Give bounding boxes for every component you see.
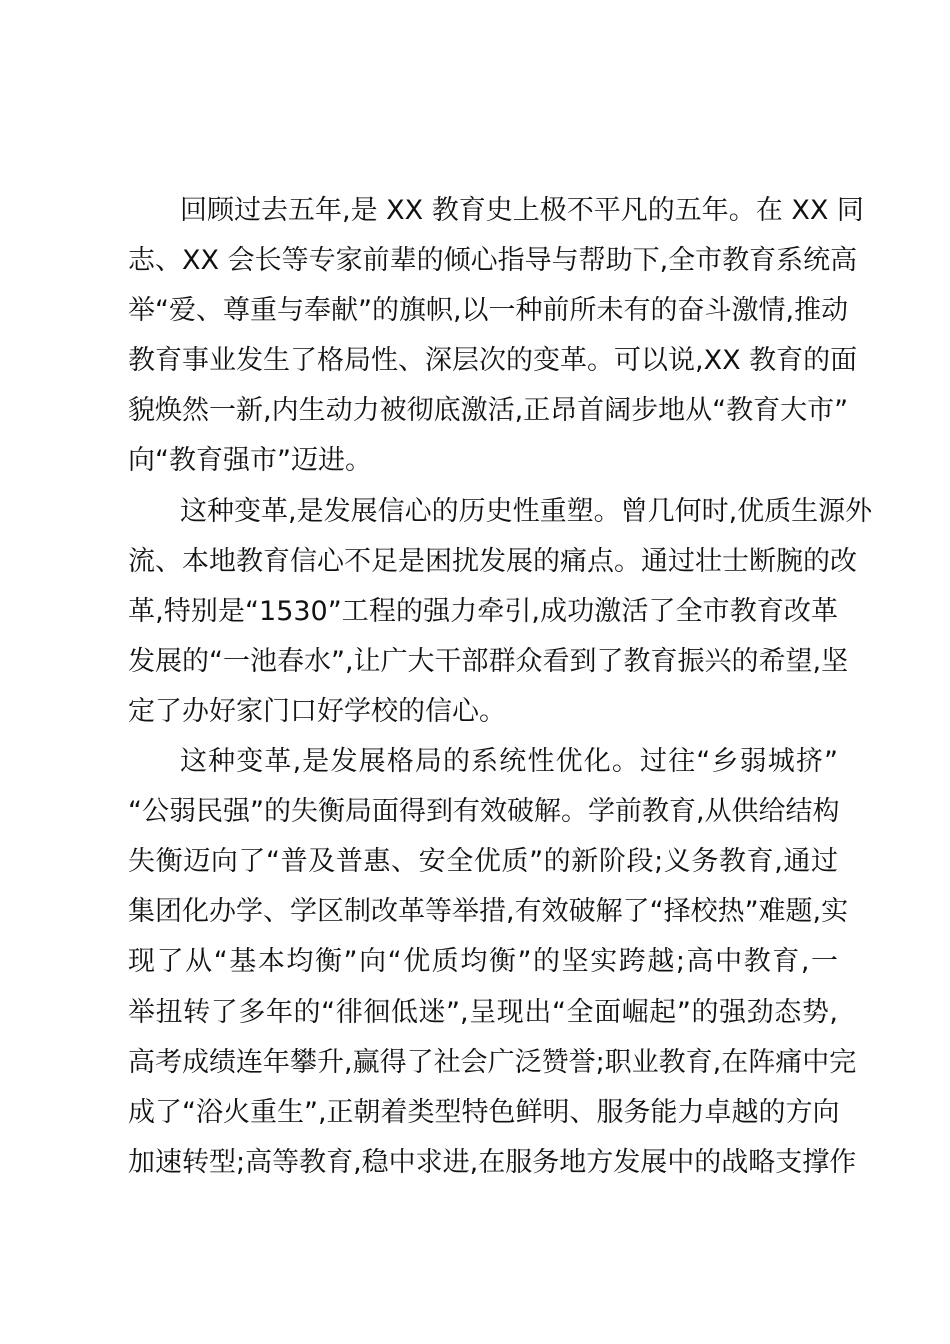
text-line: 现了从“基本均衡”向“优质均衡”的坚实跨越;高中教育,一 [128, 946, 838, 978]
text-line: 志、XX 会长等专家前辈的倾心指导与帮助下,全市教育系统高 [128, 245, 858, 277]
text-line: 举扭转了多年的“徘徊低迷”,呈现出“全面崛起”的强劲态势, [128, 996, 838, 1028]
text-line: 教育事业发生了格局性、深层次的变革。可以说,XX 教育的面 [128, 345, 858, 377]
text-line: 貌焕然一新,内生动力被彻底激活,正昂首阔步地从“教育大市” [128, 395, 849, 427]
text-line: “公弱民强”的失衡局面得到有效破解。学前教育,从供给结构 [128, 796, 840, 828]
text-line: 加速转型;高等教育,稳中求进,在服务地方发展中的战略支撑作 [128, 1146, 857, 1178]
text-line: 这种变革,是发展信心的历史性重塑。曾几何时,优质生源外 [180, 495, 873, 527]
text-line: 失衡迈向了“普及普惠、安全优质”的新阶段;义务教育,通过 [128, 846, 838, 878]
text-line: 举“爱、尊重与奉献”的旗帜,以一种前所未有的奋斗激情,推动 [128, 295, 849, 327]
text-line: 流、本地教育信心不足是困扰发展的痛点。通过壮士断腕的改 [128, 545, 857, 577]
text-line: 高考成绩连年攀升,赢得了社会广泛赞誉;职业教育,在阵痛中完 [128, 1046, 857, 1078]
text-line: 集团化办学、学区制改革等举措,有效破解了“择校热”难题,实 [128, 896, 849, 928]
text-line: 成了“浴火重生”,正朝着类型特色鲜明、服务能力卓越的方向 [128, 1096, 840, 1128]
text-line: 定了办好家门口好学校的信心。 [128, 695, 506, 727]
paragraph-review [128, 186, 864, 487]
text-line: 发展的“一池春水”,让广大干部群众看到了教育振兴的希望,坚 [128, 645, 849, 677]
text-line: 向“教育强市”迈进。 [128, 445, 372, 477]
paragraph-structure [128, 737, 857, 1188]
text-line: 回顾过去五年,是 XX 教育史上极不平凡的五年。在 XX 同 [180, 195, 864, 226]
text-line: 革,特别是“1530”工程的强力牵引,成功激活了全市教育改革 [128, 595, 838, 627]
text-line: 这种变革,是发展格局的系统性优化。过往“乡弱城挤” [180, 746, 838, 778]
paragraph-confidence [128, 487, 873, 737]
body-text [128, 186, 873, 1188]
